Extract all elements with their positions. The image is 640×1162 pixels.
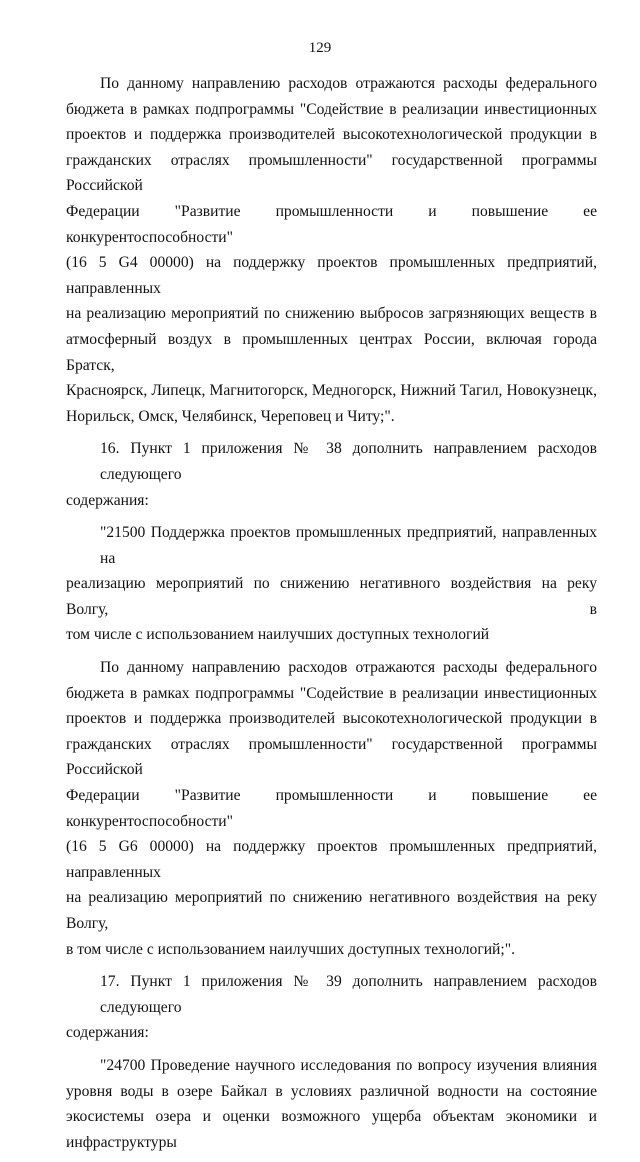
paragraph-line: 17. Пункт 1 приложения № 39 дополнить направлением расходов следующего <box>100 973 597 1016</box>
document-body <box>66 71 597 1162</box>
paragraph <box>66 520 597 648</box>
paragraph-line: По данному направлению расходов отражаются расходы федерального <box>100 659 597 677</box>
paragraph-line: уровня воды в озере Байкал в условиях различной водности на состояние <box>66 1082 597 1100</box>
paragraph <box>66 655 597 962</box>
paragraph <box>66 1053 597 1155</box>
paragraph-line: проектов и поддержка производителей высокотехнологической продукции в <box>66 710 597 728</box>
paragraph-line: на реализацию мероприятий по снижению негативного воздействия на реку Волгу, <box>66 889 597 932</box>
paragraph <box>66 71 597 429</box>
paragraph-line: бюджета в рамках подпрограммы "Содействие в реализации инвестиционных <box>66 684 597 702</box>
paragraph-line: Федерации "Развитие промышленности и повышение ее конкурентоспособности" <box>66 202 597 246</box>
paragraph-line: (16 5 G6 00000) на поддержку проектов промышленных предприятий, направленных <box>66 838 597 881</box>
paragraph-line: экосистемы озера и оценки возможного ущерба объектам экономики и <box>66 1108 597 1126</box>
paragraph-line: гражданских отраслях промышленности" государственной программы Российской <box>66 151 597 195</box>
paragraph-line: проектов и поддержка производителей высокотехнологической продукции в <box>66 126 597 144</box>
paragraph <box>66 969 597 1046</box>
paragraph-line: Красноярск, Липецк, Магнитогорск, Медногорск, Нижний Тагил, Новокузнецк, <box>66 382 597 400</box>
paragraph-line: Федерации "Развитие промышленности и повышение ее конкурентоспособности" <box>66 787 597 830</box>
paragraph-line: содержания: <box>66 491 149 509</box>
paragraph-line: содержания: <box>66 1024 149 1042</box>
paragraph-line: Норильск, Омск, Челябинск, Череповец и Читу;". <box>66 407 395 425</box>
page-number: 129 <box>308 40 332 56</box>
paragraph-line: реализацию мероприятий по снижению негативного воздействия на реку Волгу, в <box>66 575 597 618</box>
paragraph-line: По данному направлению расходов отражаются расходы федерального <box>100 75 597 92</box>
paragraph-line: бюджета в рамках подпрограммы "Содействие в реализации инвестиционных <box>66 100 597 118</box>
paragraph-line: атмосферный воздух в промышленных центрах России, включая города Братск, <box>66 330 597 374</box>
paragraph-line: (16 5 G4 00000) на поддержку проектов промышленных предприятий, направленных <box>66 254 597 297</box>
paragraph-line: том числе с использованием наилучших доступных технологий <box>66 626 490 644</box>
paragraph-line: в том числе с использованием наилучших доступных технологий;". <box>66 940 515 958</box>
paragraph <box>66 436 597 513</box>
paragraph-line: "21500 Поддержка проектов промышленных предприятий, направленных на <box>100 524 597 567</box>
paragraph-line: на реализацию мероприятий по снижению выбросов загрязняющих веществ в <box>66 305 597 323</box>
paragraph-line: "24700 Проведение научного исследования по вопросу изучения влияния <box>100 1056 597 1074</box>
paragraph-line: гражданских отраслях промышленности" государственной программы Российской <box>66 735 597 779</box>
paragraph-line: 16. Пункт 1 приложения № 38 дополнить направлением расходов следующего <box>100 440 597 483</box>
paragraph-line: инфраструктуры <box>66 1133 177 1151</box>
